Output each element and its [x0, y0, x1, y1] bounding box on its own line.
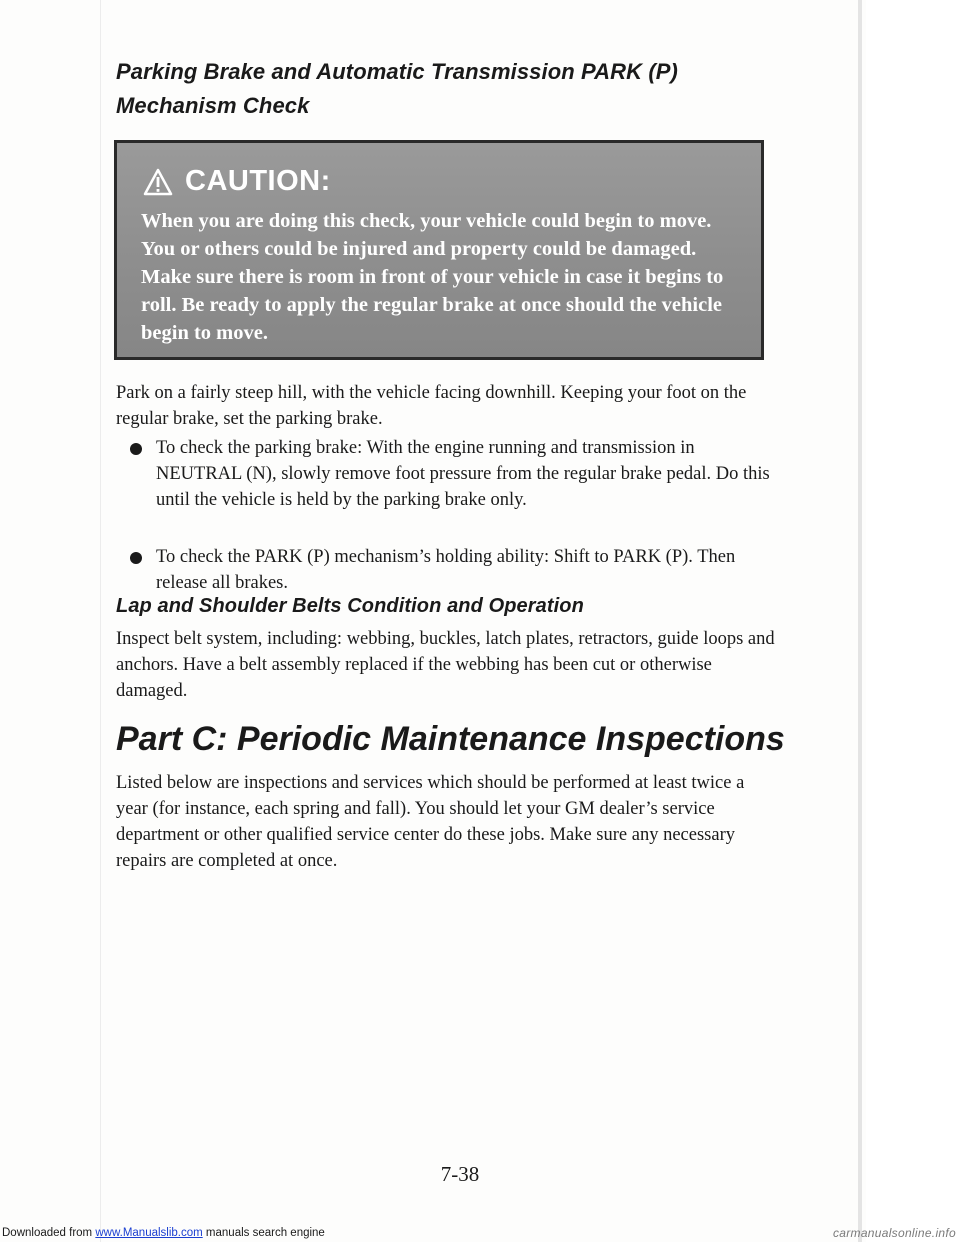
bullet-text: To check the PARK (P) mechanism’s holding ability: Shift to PARK (P). Then release all brakes. — [156, 547, 736, 593]
watermark-text: carmanualsonline.info — [832, 1226, 956, 1240]
section2-body: Inspect belt system, including: webbing, buckles, latch plates, retractors, guide loops and anchors. Have a belt assembly replaced if the webbing has been cut or otherwise damaged. — [116, 629, 775, 701]
caution-box — [114, 140, 764, 360]
section2-title: Lap and Shoulder Belts Condition and Operation — [116, 595, 584, 617]
footer-prefix: Downloaded from — [2, 1227, 93, 1239]
bullet-icon — [130, 443, 142, 455]
download-footer — [0, 1224, 960, 1242]
page-number: 7-38 — [440, 1162, 480, 1186]
footer-source — [2, 1224, 325, 1242]
part-c-body: Listed below are inspections and services which should be performed at least twice a year (for instance, each spring and fall). You should let your GM dealer’s service department or other qualified service center do these jobs. Make sure any necessary repairs are completed at once. — [116, 773, 745, 871]
part-c-heading: Part C: Periodic Maintenance Inspections — [116, 720, 785, 758]
bullet-icon — [130, 552, 142, 564]
section-title-line1: Parking Brake and Automatic Transmission PARK (P) — [116, 59, 678, 84]
section-title-line2: Mechanism Check — [116, 93, 310, 118]
bullet-item — [130, 435, 780, 513]
warning-triangle-icon — [143, 168, 173, 196]
page-left-rule — [100, 0, 101, 1242]
page-edge — [858, 0, 862, 1242]
footer-suffix: manuals search engine — [205, 1227, 325, 1239]
caution-header — [143, 165, 331, 198]
caution-text: When you are doing this check, your vehicle could begin to move. You or others could be injured and property could be damaged. Make sure there is room in front of your vehicle in case it begins to roll. Be ready to apply the regular brake at once should the vehicle begin to move. — [141, 210, 724, 344]
manualslib-link[interactable]: www.Manualslib.com — [95, 1227, 203, 1239]
bullet-text: To check the parking brake: With the engine running and transmission in NEUTRAL (N), slowly remove foot pressure from the regular brake pedal. Do this until the vehicle is held by the parking brake only. — [156, 438, 770, 510]
caution-label: CAUTION: — [185, 165, 331, 197]
section1-body: Park on a fairly steep hill, with the vehicle facing downhill. Keeping your foot on the regular brake, set the parking brake. — [116, 383, 747, 429]
